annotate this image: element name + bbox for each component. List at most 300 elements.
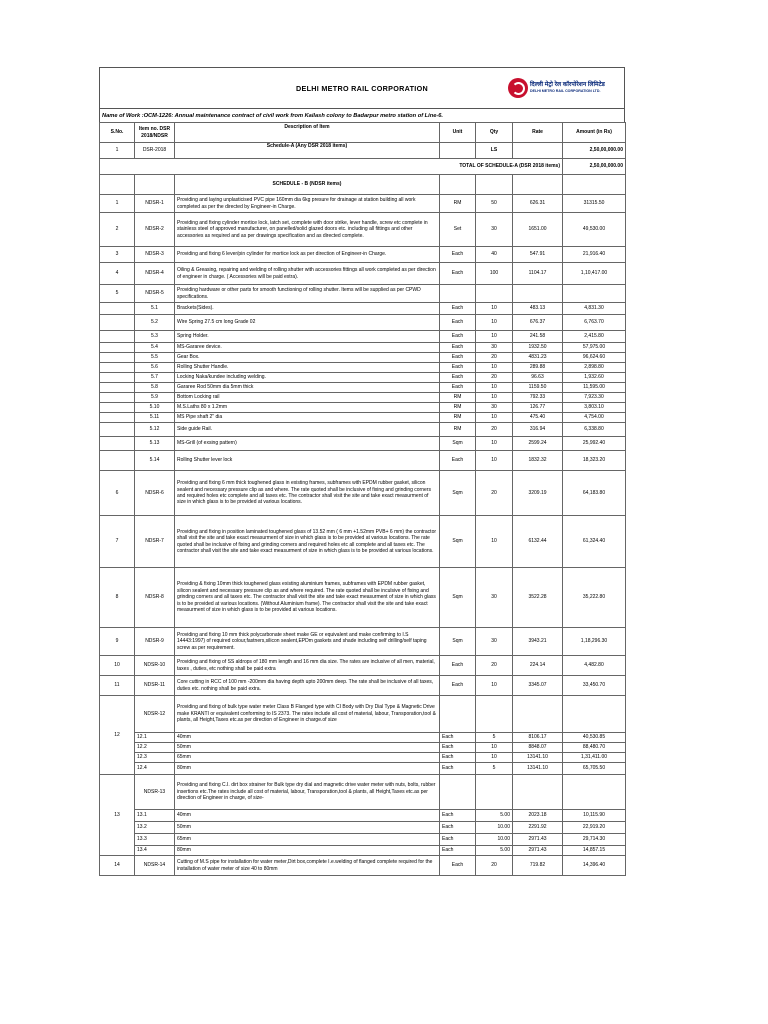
cell-item: NDSR-10 [135,656,175,676]
cell-amount: 18,323.20 [563,451,626,471]
cell-empty [563,696,626,733]
cell-desc: Cutting of M.S pipe for installation for water meter,Dirt box,complete I.e.welding of flanged complete required for the installation of water meter of size 40 to 80mm [175,856,440,876]
cell-unit: Each [440,263,476,285]
cell-item: 5.12 [135,423,175,437]
cell-desc: Side guide Rail. [175,423,440,437]
group-header-row [100,696,626,733]
cell-rate: 1832.32 [513,451,563,471]
sub-item-row [100,763,626,775]
table-row [100,343,626,353]
cell-rate: 8106.17 [513,733,563,743]
cell-qty: 10.00 [476,822,513,834]
cell-desc: M.S.Laths 80 x 1.2mm [175,403,440,413]
cell-desc: Core cutting in RCC of 100 mm -200mm dia having depth upto 200mm deep. The rate shall be inclusive of all taxes, duties etc. nothing shall be paid extra. [175,676,440,696]
cell-desc: 50mm [175,743,440,753]
cell-qty: 40 [476,247,513,263]
cell-desc: 65mm [175,834,440,846]
cell-item: 5.8 [135,383,175,393]
cell-qty: 10 [476,743,513,753]
cell-desc: 40mm [175,733,440,743]
cell-item: 5.5 [135,353,175,363]
cell-qty: 10 [476,363,513,373]
cell-item: 13.4 [135,846,175,856]
table-row [100,403,626,413]
cell-item: NDSR-7 [135,516,175,568]
cell-item: 5.2 [135,315,175,331]
cell-sno [100,451,135,471]
cell-qty: 10 [476,303,513,315]
schedule-b-title-row [100,175,626,195]
cell-unit [440,143,476,159]
cell-amount: 61,324.40 [563,516,626,568]
sub-item-row [100,810,626,822]
cell-amount: 64,183.80 [563,471,626,516]
sub-item-row [100,733,626,743]
cell-qty: LS [476,143,513,159]
cell-item: NDSR-11 [135,676,175,696]
cell-item: 5.3 [135,331,175,343]
table-row [100,628,626,656]
sub-item-row [100,822,626,834]
total-amount: 2,50,00,000.00 [563,159,626,175]
cell-qty: 5.00 [476,810,513,822]
cell-desc: Providing hardware or other parts for smooth functioning of rolling shutter. Items will be supplied as per CPWD specifications. [175,285,440,303]
sub-item-row [100,753,626,763]
cell-unit: Each [440,856,476,876]
cell-qty: 10 [476,516,513,568]
cell-rate: 2291.92 [513,822,563,834]
cell-desc: Providing and fixing in position laminated toughened glass of 13.52 mm ( 6 mm +1.52mm PVB+ 6 mm) the contractor shall visit the site and take exact measurment of size in which glass is to be provided at various locations. The rate quoted shall be inclusive of fixing and grinding corners and required holes etc all complete and all taxes etc. The contractor shall visit the site and take exact measurment of size in which glass is to be provided at various locations. [175,516,440,568]
cell-item: 13.1 [135,810,175,822]
cell-desc: Spring Holder. [175,331,440,343]
total-label: TOTAL OF SCHEDULE-A (DSR 2018 items) [100,159,563,175]
cell-rate: 3943.21 [513,628,563,656]
col-qty: Qty [476,123,513,143]
cell-sno [100,413,135,423]
cell-rate: 719.82 [513,856,563,876]
cell-item: 12.2 [135,743,175,753]
cell-sno [100,331,135,343]
cell-qty: 20 [476,353,513,363]
cell-unit: Each [440,315,476,331]
cell-sno: 5 [100,285,135,303]
cell-item: 5.13 [135,437,175,451]
cell-desc: Oiling & Greasing, repairing and welding of rolling shutter with accessories fittings all work completed as per direction of engineer in charge. ( Accessories will be paid extra). [175,263,440,285]
cell-unit: Set [440,213,476,247]
cell-amount: 40,530.85 [563,733,626,743]
cell-qty: 30 [476,628,513,656]
col-amount: Amount (in Rs) [563,123,626,143]
cell-empty [513,696,563,733]
table-row [100,285,626,303]
table-row [100,471,626,516]
cell-rate: 8848.07 [513,743,563,753]
cell-qty: 10 [476,451,513,471]
table-row [100,331,626,343]
cell-desc: 80mm [175,846,440,856]
cell-desc: MS-Gararee device. [175,343,440,353]
cell-item: NDSR-14 [135,856,175,876]
cell-sno [100,363,135,373]
cell-item: 5.7 [135,373,175,383]
cell-amount: 22,919.20 [563,822,626,834]
cell-desc: Gararee Rod 50mm dia 5mm thick [175,383,440,393]
org-title: DELHI METRO RAIL CORPORATION [296,83,428,93]
cell-desc: MS Pipe shaft 2" dia [175,413,440,423]
document-sheet [99,67,625,876]
cell-unit: Each [440,834,476,846]
dmrc-logo-icon [508,78,528,98]
cell-sno: 12 [100,696,135,775]
cell-sno: 4 [100,263,135,285]
cell-qty: 10.00 [476,834,513,846]
cell-amount: 4,754.00 [563,413,626,423]
cell-rate: 1159.50 [513,383,563,393]
cell-qty: 20 [476,373,513,383]
cell-amount: 4,831.30 [563,303,626,315]
cell-amount: 49,530.00 [563,213,626,247]
table-row [100,363,626,373]
logo-english-text: DELHI METRO RAIL CORPORATION LTD. [530,89,601,94]
cell-rate: 3522.28 [513,568,563,628]
cell-unit: Each [440,343,476,353]
cell-desc: Providing and fixing of SS aldrops of 180 mm length and 16 mm dia size. The rates are inclusive of all men, material, taxes , duties, etc nothing shall be paid extra [175,656,440,676]
cell-rate: 483.13 [513,303,563,315]
cell-qty: 5 [476,763,513,775]
cell-unit: Each [440,733,476,743]
cell-rate: 676.37 [513,315,563,331]
cell-qty: 10 [476,383,513,393]
cell-sno [100,315,135,331]
cell-desc: Gear Box. [175,353,440,363]
cell-amount: 1,10,417.00 [563,263,626,285]
cell-unit: Sqm [440,568,476,628]
cell-qty: 100 [476,263,513,285]
cell-amount: 14,396.40 [563,856,626,876]
col-item: Item no. DSR 2018/NDSR [135,123,175,143]
cell-qty: 10 [476,753,513,763]
cell-amount: 21,916.40 [563,247,626,263]
cell-sno [100,403,135,413]
cell-amount: 1,932.60 [563,373,626,383]
cell-qty [476,285,513,303]
cell-empty [476,775,513,810]
cell-amount: 35,222.80 [563,568,626,628]
cell-item: 12.3 [135,753,175,763]
cell-amount: 65,705.50 [563,763,626,775]
cell-unit: Each [440,451,476,471]
cell-amount: 6,338.80 [563,423,626,437]
cell-desc: Locking Naka/kundee including welding. [175,373,440,383]
table-header-row [100,123,626,143]
cell-unit: RM [440,413,476,423]
cell-rate: 792.33 [513,393,563,403]
cell-amount: 2,898.80 [563,363,626,373]
sub-item-row [100,846,626,856]
cell-desc: Providing and fixing of bulk type water meter Class B Flanged type with CI Body with Dry Dial Type & Magnetic Drive make KRANTI or equivalent conforming to IS 2373. The rates include all cost of material, labour, Transporation,tool & plants, all Height,Taxes etc.as per direction of Engineer in charge.of size [175,696,440,733]
cell-sno: 8 [100,568,135,628]
sub-item-row [100,743,626,753]
cell-rate: 316.94 [513,423,563,437]
cell-unit: Each [440,247,476,263]
cell-sno: 9 [100,628,135,656]
cell-amount: 33,450.70 [563,676,626,696]
cell-desc: Providing and fixing cylinder mortice lock, latch set, complete with door strike, lever handle, screw etc complete in stainless steel of approved manufacturer, on panelled/solid glazed doors etc. including all fittings and other accessories as required and as per drawings specification and as directed complete. [175,213,440,247]
cell-sno: 6 [100,471,135,516]
cell-amount: 25,992.40 [563,437,626,451]
schedule-b-title: SCHEDULE - B (NDSR items) [175,175,440,195]
cell-sno: 3 [100,247,135,263]
cell-qty: 20 [476,471,513,516]
cell-empty [476,696,513,733]
cell-qty: 10 [476,437,513,451]
cell-rate: 289.88 [513,363,563,373]
cell-item: 13.2 [135,822,175,834]
cell-sno: 1 [100,143,135,159]
cell-sno: 11 [100,676,135,696]
cell-amount: 1,18,296.30 [563,628,626,656]
group-header-row [100,775,626,810]
cell-item: 12.4 [135,763,175,775]
cell-unit: Each [440,303,476,315]
cell-item: NDSR-3 [135,247,175,263]
cell-unit: Sqm [440,516,476,568]
cell-item: NDSR-9 [135,628,175,656]
cell-qty: 10 [476,413,513,423]
cell-sno: 2 [100,213,135,247]
table-row [100,353,626,363]
cell-desc: Wire Spring 27.5 cm long Grade 02 [175,315,440,331]
cell-rate: 96.63 [513,373,563,383]
table-row [100,437,626,451]
cell-empty [563,775,626,810]
cell-rate: 13141.10 [513,763,563,775]
cell-qty: 30 [476,403,513,413]
cell-amount: 6,763.70 [563,315,626,331]
table-row [100,303,626,315]
cell-amount: 29,714.30 [563,834,626,846]
table-row [100,315,626,331]
cell-unit: Sqm [440,437,476,451]
cell-sno [100,343,135,353]
cell-desc: Providing and fixing 6 lever/pin cylinder for mortice lock as per direction of Engineer-in Charge. [175,247,440,263]
cell-rate: 1104.17 [513,263,563,285]
cell-unit: Each [440,846,476,856]
cell-unit: RM [440,195,476,213]
col-desc: Description of Item [175,123,440,143]
cell-unit: Each [440,822,476,834]
cell-item: 5.6 [135,363,175,373]
cell-sno [100,393,135,403]
cell-sno: 14 [100,856,135,876]
cell-amount: 11,595.00 [563,383,626,393]
cell-item: 5.9 [135,393,175,403]
sub-item-row [100,834,626,846]
table-row [100,856,626,876]
cell-unit [440,285,476,303]
cell-unit: Each [440,331,476,343]
cell-unit: Each [440,753,476,763]
cell-unit: Each [440,763,476,775]
logo-hindi-text: दिल्ली मेट्रो रेल कॉरपोरेशन लिमिटेड [530,82,605,89]
cell-amount: 1,31,411.00 [563,753,626,763]
cell-item: 5.4 [135,343,175,353]
cell-sno [100,303,135,315]
cell-item: 5.1 [135,303,175,315]
cell-item: NDSR-1 [135,195,175,213]
cell-unit: Each [440,676,476,696]
table-row [100,451,626,471]
cell-qty: 20 [476,856,513,876]
cell-unit: Sqm [440,628,476,656]
cell-amount: 4,482.80 [563,656,626,676]
table-row [100,383,626,393]
cell-item: NDSR-13 [135,775,175,810]
cell-desc: Providing and fixing 10 mm thick polycarbonate sheet make GE or equivalent and make confirming to I.S 14443:1997) of required colour,fastners,silicon sealent,EPDm gaskets and shade including self drilling/self taping screw as per requirement. [175,628,440,656]
cell-unit: Each [440,373,476,383]
cell-desc: 65mm [175,753,440,763]
cell-item: NDSR-6 [135,471,175,516]
cell-item: 5.10 [135,403,175,413]
schedule-a-total-row [100,159,626,175]
cell-rate: 6132.44 [513,516,563,568]
cell-item: NDSR-8 [135,568,175,628]
cell-rate: 1932.50 [513,343,563,353]
cell-empty [440,775,476,810]
cell-rate [513,143,563,159]
cell-rate: 3345.07 [513,676,563,696]
cell-unit: Each [440,810,476,822]
table-row [100,676,626,696]
cell-sno [100,353,135,363]
cell-amount: 10,115.90 [563,810,626,822]
cell-qty: 30 [476,568,513,628]
cell-qty: 20 [476,656,513,676]
cell-empty [513,775,563,810]
cell-item: 5.11 [135,413,175,423]
cell-amount: 2,415.80 [563,331,626,343]
table-row [100,423,626,437]
table-row [100,516,626,568]
cell-unit: Each [440,656,476,676]
cell-desc: Rolling Shutter Handle. [175,363,440,373]
table-row [100,568,626,628]
cell-desc: Providing and fixing 6 mm thick toughened glass in existing frames, subframes with EPDM rubber gasket, silicon sealent and necessary pressure clip as and where. The rate quoted shall be inclusive of fixing and grinding corners and required holes etc complete and all taxes etc. The contractor shall visit the site and take exact measurment of size in which glass is to be provided at various locations. [175,471,440,516]
cell-qty: 5.00 [476,846,513,856]
work-name: Name of Work :OCM-1226: Annual maintenance contract of civil work from Kailash colony to Badarpur metro station of Line-6. [99,108,625,122]
cell-item: DSR-2018 [135,143,175,159]
cell-rate: 2023.18 [513,810,563,822]
cell-amount: 88,480.70 [563,743,626,753]
table-row [100,413,626,423]
col-sno: S.No. [100,123,135,143]
cell-rate: 547.91 [513,247,563,263]
cell-amount [563,285,626,303]
cell-qty: 20 [476,423,513,437]
cell-desc: Brackets(Sides). [175,303,440,315]
table-row [100,195,626,213]
cell-amount: 96,624.60 [563,353,626,363]
cell-sno: 1 [100,195,135,213]
cell-unit: Sqm [440,471,476,516]
schedule-a-row [100,143,626,159]
cell-unit: Each [440,363,476,373]
header-band [99,67,625,108]
cell-qty: 10 [476,331,513,343]
cell-desc: 80mm [175,763,440,775]
cell-item: 5.14 [135,451,175,471]
cell-rate: 2971.43 [513,834,563,846]
cell-amount: 3,803.10 [563,403,626,413]
cell-item: 12.1 [135,733,175,743]
cell-amount: 7,923.30 [563,393,626,403]
cell-amount: 57,975.00 [563,343,626,353]
cell-item: NDSR-2 [135,213,175,247]
cell-unit: Each [440,353,476,363]
cell-qty: 10 [476,315,513,331]
cell-amount: 2,50,00,000.00 [563,143,626,159]
cell-sno [100,437,135,451]
cell-desc: MS-Grill (of exsing pattern) [175,437,440,451]
cell-sno [100,383,135,393]
cell-desc: Providing & fixing 10mm thick toughened glass existing aluminium frames, subframes with EPDM rubber gasket, silicon sealent and necessary pressure clip as and where required. The rate quoted shall be inculsive of fixing and grinding corners and all taxes etc. The contractor shall visit the site and take exact measurment of size in which glass is to be provided at various locations. (Without Aluminium frame). The contractor shall visit the site and take exact measurment of size in which glass is to be provided at various locations. [175,568,440,628]
cell-empty [440,696,476,733]
cell-desc: 50mm [175,822,440,834]
table-row [100,373,626,383]
cell-qty: 50 [476,195,513,213]
cell-rate: 13141.10 [513,753,563,763]
cell-rate: 4831.23 [513,353,563,363]
dmrc-logo [508,73,620,103]
cell-unit: RM [440,403,476,413]
cell-desc: 40mm [175,810,440,822]
cell-rate: 126.77 [513,403,563,413]
col-rate: Rate [513,123,563,143]
cell-sno [100,373,135,383]
cell-unit: Each [440,743,476,753]
cell-qty: 10 [476,393,513,403]
table-row [100,263,626,285]
cell-sno: 13 [100,775,135,856]
cell-qty: 30 [476,343,513,353]
table-row [100,656,626,676]
table-row [100,213,626,247]
cell-rate: 241.58 [513,331,563,343]
cell-rate: 626.31 [513,195,563,213]
col-unit: Unit [440,123,476,143]
cell-qty: 30 [476,213,513,247]
cell-amount: 31315.50 [563,195,626,213]
cell-unit: RM [440,393,476,403]
cell-sno: 10 [100,656,135,676]
cell-rate: 3209.19 [513,471,563,516]
cell-item: NDSR-4 [135,263,175,285]
cell-unit: RM [440,423,476,437]
cell-amount: 14,857.15 [563,846,626,856]
cell-unit: Each [440,383,476,393]
cell-desc: Providing and laying unplasticised PVC pipe 160mm dia 6kg presure for drainage at station building all work completed as per the directed by Engineer-in Charge. [175,195,440,213]
cell-desc: Schedule-A (Any DSR 2018 items) [175,143,440,159]
cell-desc: Providing and fixing C.I. dirt box strainer for Bulk type dry dial and magnetic drive water meter with nuts, bolts, rubber insertions etc.The rates include all cost of material, labour, Transporation,tool & plants, all Height,Taxes etc.as per direction of Engineer in charge, of size- [175,775,440,810]
cell-rate: 475.40 [513,413,563,423]
cell-item: 13.3 [135,834,175,846]
cell-item: NDSR-12 [135,696,175,733]
cell-rate: 1651.00 [513,213,563,247]
cell-rate [513,285,563,303]
cell-sno [100,423,135,437]
table-row [100,393,626,403]
cell-rate: 224.14 [513,656,563,676]
